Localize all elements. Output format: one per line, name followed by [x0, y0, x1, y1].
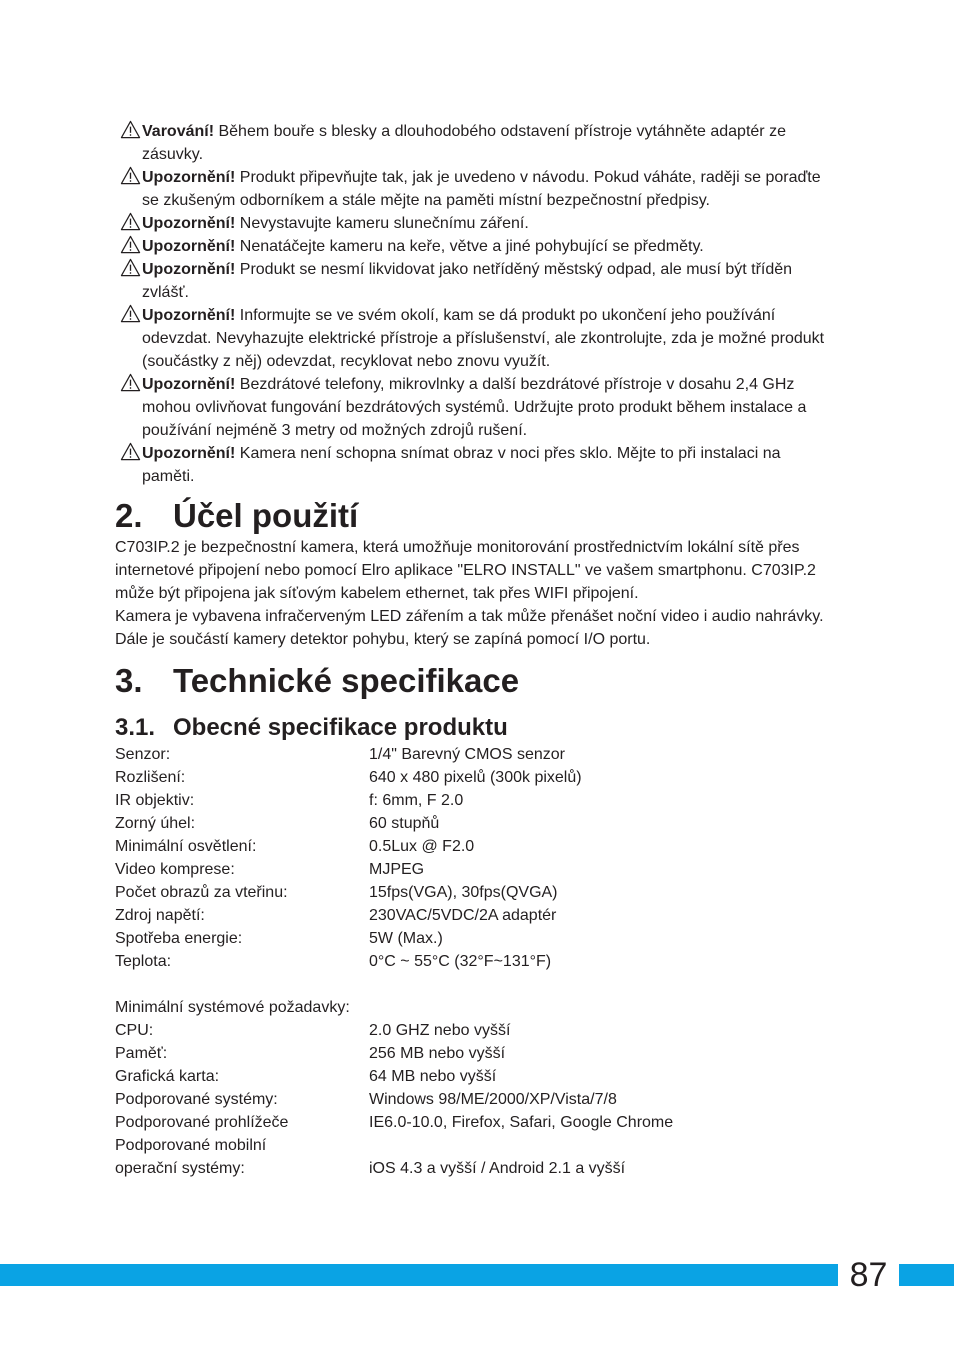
sysreq-key: Podporované mobilní — [115, 1137, 267, 1154]
warning-item — [115, 212, 835, 235]
warning-text: Nenatáčejte kameru na keře, větve a jiné pohybující se předměty. — [235, 238, 704, 255]
spec-key: Zdroj napětí: — [115, 907, 205, 924]
sysreq-key: operační systémy: — [115, 1160, 245, 1177]
warning-triangle-icon — [120, 120, 141, 139]
sysreq-row — [115, 1157, 673, 1180]
sysreq-value: iOS 4.3 a vyšší / Android 2.1 a vyšší — [369, 1160, 626, 1177]
sysreq-key: Podporované prohlížeče — [115, 1114, 289, 1131]
warning-item — [115, 235, 835, 258]
warning-label: Upozornění! — [142, 238, 236, 255]
section-3-1-heading — [115, 713, 835, 743]
warning-triangle-icon — [120, 304, 141, 323]
sysreq-value: 2.0 GHZ nebo vyšší — [369, 1022, 511, 1039]
sysreq-value: Windows 98/ME/2000/XP/Vista/7/8 — [369, 1091, 617, 1108]
spec-table — [115, 743, 582, 973]
warning-label: Upozornění! — [142, 376, 236, 393]
sysreq-value: 256 MB nebo vyšší — [369, 1045, 506, 1062]
section-number: 3.1. — [115, 714, 156, 741]
sysreq-key: Grafická karta: — [115, 1068, 220, 1085]
spec-value: 640 x 480 pixelů (300k pixelů) — [369, 769, 582, 786]
spec-row — [115, 858, 582, 881]
spec-row — [115, 904, 582, 927]
spec-key: Video komprese: — [115, 861, 235, 878]
warning-text: Bezdrátové telefony, mikrovlnky a další bezdrátové přístroje v dosahu 2,4 GHz mohou ovlivňovat fungování bezdrátových systémů. Udržujte proto produkt během instalace a používání nejméně 3 metry od možných zdrojů rušení. — [142, 376, 807, 439]
warning-triangle-icon — [120, 212, 141, 231]
spec-row — [115, 881, 582, 904]
warning-item — [115, 304, 835, 373]
warning-item — [115, 442, 835, 488]
warning-triangle-icon — [120, 235, 141, 254]
warning-label: Upozornění! — [142, 169, 236, 186]
page-number: 87 — [838, 1256, 899, 1294]
spec-row — [115, 789, 582, 812]
section-number: 2. — [115, 497, 143, 534]
sysreq-value: IE6.0-10.0, Firefox, Safari, Google Chrome — [369, 1114, 674, 1131]
spec-row — [115, 927, 582, 950]
spec-key: Senzor: — [115, 746, 171, 763]
warning-text: Produkt připevňujte tak, jak je uvedeno v návodu. Pokud váháte, raději se poraďte se zkušeným odborníkem a stále mějte na paměti místní bezpečnostní předpisy. — [142, 169, 821, 209]
spec-key: Počet obrazů za vteřinu: — [115, 884, 288, 901]
warning-triangle-icon — [120, 258, 141, 277]
sysreq-row — [115, 1065, 673, 1088]
warning-label: Upozornění! — [142, 261, 236, 278]
warning-item — [115, 120, 835, 166]
paragraph: C703IP.2 je bezpečnostní kamera, která umožňuje monitorování prostřednictvím lokální sítě přes internetové připojení nebo pomocí Elro aplikace "ELRO INSTALL" ve vašem smartphonu. C703IP.2 může být připojena jak síťovým kabelem ethernet, tak přes WIFI připojení. — [115, 539, 816, 602]
sysreq-row — [115, 1111, 673, 1134]
spec-row — [115, 950, 582, 973]
warning-triangle-icon — [120, 166, 141, 185]
sysreq-table — [115, 1019, 673, 1180]
paragraph: Kamera je vybavena infračerveným LED zářením a tak může přenášet noční video i audio nahrávky. Dále je součástí kamery detektor pohybu, který se zapíná pomocí I/O portu. — [115, 608, 824, 648]
spec-value: 1/4" Barevný CMOS senzor — [369, 746, 565, 763]
section-2-heading — [115, 496, 835, 536]
warning-item — [115, 166, 835, 212]
sysreq-value: 64 MB nebo vyšší — [369, 1068, 497, 1085]
spec-row — [115, 812, 582, 835]
sysreq-key: CPU: — [115, 1022, 154, 1039]
spec-value: 5W (Max.) — [369, 930, 443, 947]
warning-text: Produkt se nesmí likvidovat jako netříděný městský odpad, ale musí být tříděn zvlášť. — [142, 261, 793, 301]
sysreq-key: Podporované systémy: — [115, 1091, 278, 1108]
warning-text: Během bouře s blesky a dlouhodobého odstavení přístroje vytáhněte adaptér ze zásuvky. — [142, 123, 786, 163]
warning-label: Varování! — [142, 123, 215, 140]
spec-value: 230VAC/5VDC/2A adaptér — [369, 907, 557, 924]
sysreq-row — [115, 1042, 673, 1065]
warning-label: Upozornění! — [142, 445, 236, 462]
warning-triangle-icon — [120, 373, 141, 392]
section-title: Účel použití — [173, 497, 359, 534]
warning-item — [115, 258, 835, 304]
spec-value: 60 stupňů — [369, 815, 440, 832]
warning-label: Upozornění! — [142, 307, 236, 324]
spec-value: f: 6mm, F 2.0 — [369, 792, 464, 809]
spec-value: 15fps(VGA), 30fps(QVGA) — [369, 884, 558, 901]
warning-text: Informujte se ve svém okolí, kam se dá produkt po ukončení jeho používání odevzdat. Nevyhazujte elektrické přístroje a příslušenství, ale zkontrolujte, zda je možné produkt (součástky z něj) odevzdat, recyklovat nebo znovu využít. — [142, 307, 825, 370]
section-number: 3. — [115, 662, 143, 699]
spec-row — [115, 835, 582, 858]
spec-value: MJPEG — [369, 861, 425, 878]
spec-key: Rozlišení: — [115, 769, 186, 786]
sysreq-value — [369, 1134, 673, 1157]
spec-row — [115, 743, 582, 766]
spec-key: Spotřeba energie: — [115, 930, 243, 947]
spec-value: 0°C ~ 55°C (32°F~131°F) — [369, 953, 552, 970]
sysreq-title: Minimální systémové požadavky: — [115, 999, 350, 1016]
sysreq-row — [115, 1019, 673, 1042]
warning-item — [115, 373, 835, 442]
spec-key: IR objektiv: — [115, 792, 195, 809]
warning-triangle-icon — [120, 442, 141, 461]
warning-text: Kamera není schopna snímat obraz v noci přes sklo. Mějte to při instalaci na paměti. — [142, 445, 781, 485]
section-title: Obecné specifikace produktu — [173, 714, 508, 741]
page-content — [115, 120, 835, 1180]
sysreq-key: Paměť: — [115, 1045, 168, 1062]
spec-value: 0.5Lux @ F2.0 — [369, 838, 475, 855]
section-3-heading — [115, 661, 835, 701]
spec-key: Teplota: — [115, 953, 172, 970]
warnings-list — [115, 120, 835, 488]
section-title: Technické specifikace — [173, 662, 520, 699]
spec-row — [115, 766, 582, 789]
sysreq-row — [115, 1134, 673, 1157]
spec-key: Minimální osvětlení: — [115, 838, 257, 855]
spec-key: Zorný úhel: — [115, 815, 196, 832]
sysreq-row — [115, 1088, 673, 1111]
footer-accent-bar — [0, 1264, 954, 1286]
warning-label: Upozornění! — [142, 215, 236, 232]
warning-text: Nevystavujte kameru slunečnímu záření. — [235, 215, 529, 232]
